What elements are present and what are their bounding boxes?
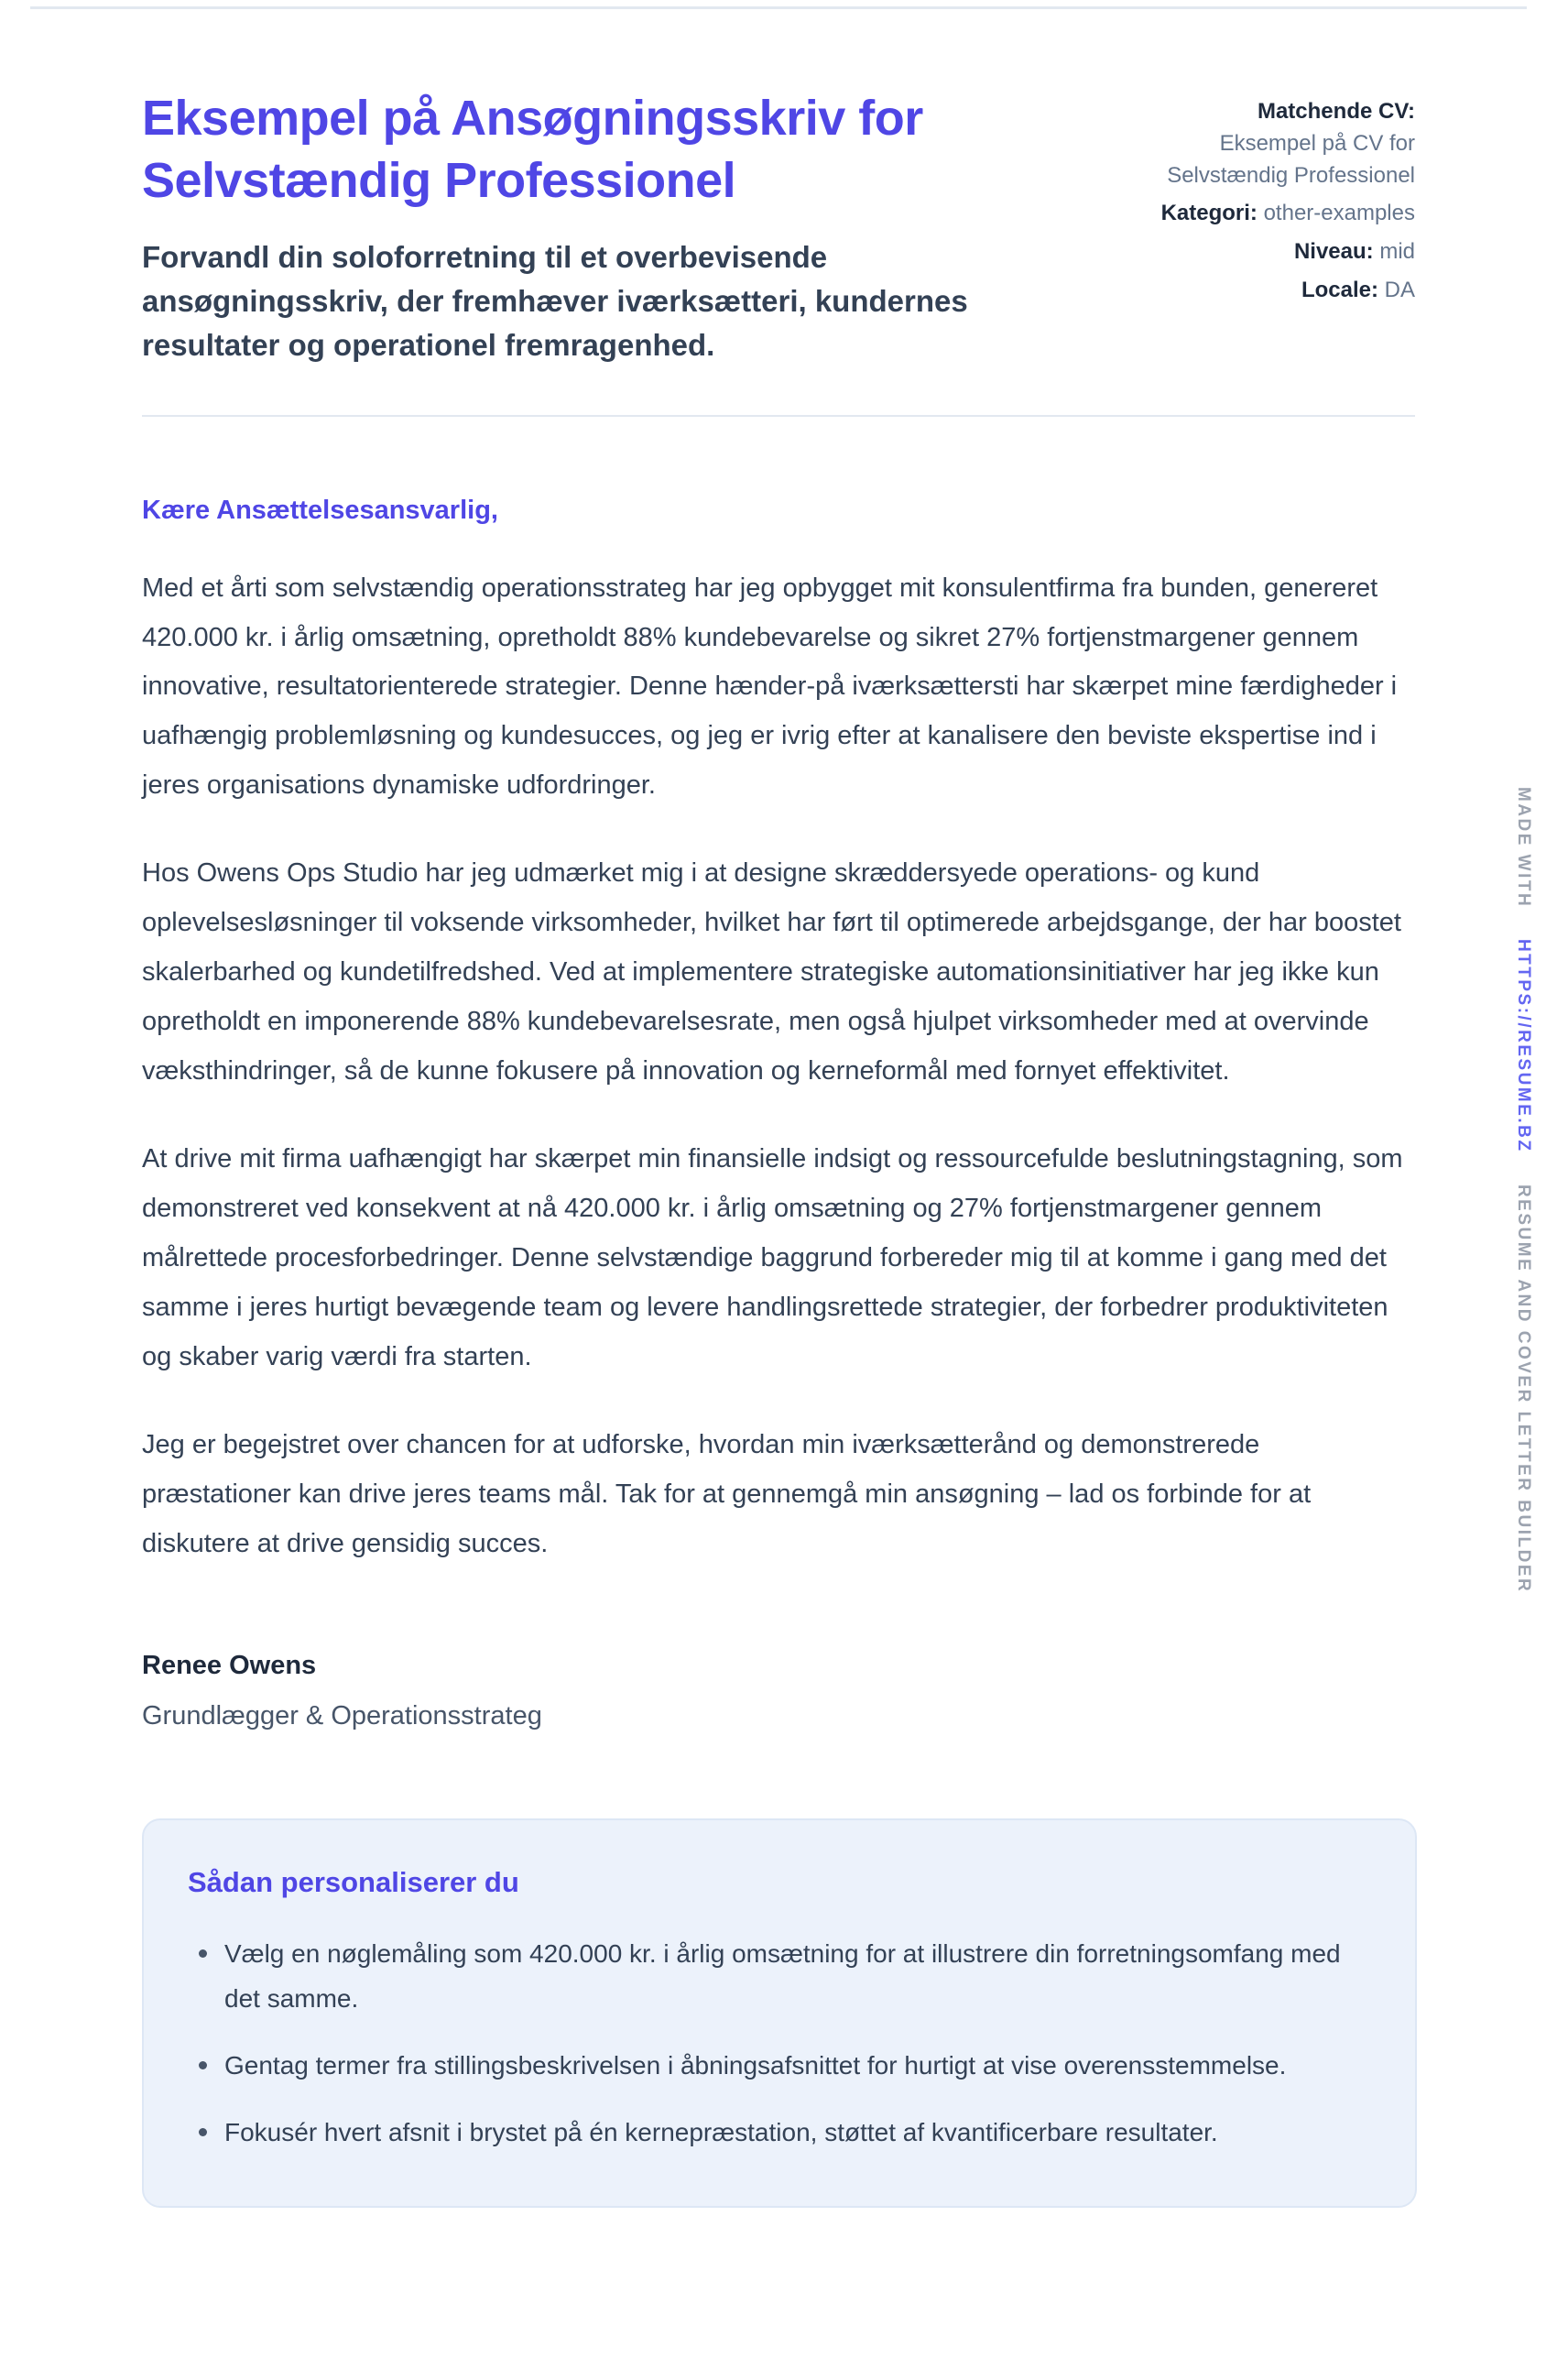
personalization-tips-card <box>142 1818 1417 2208</box>
page-subtitle: Forvandl din soloforretning til et overbevisende ansøgningsskriv, der fremhæver iværksætteri, kundernes resultater og operationel fremragenhed. <box>142 240 968 362</box>
site-watermark <box>1513 787 1533 1593</box>
top-border-rule <box>30 6 1527 9</box>
meta-panel <box>1131 87 1415 307</box>
meta-category <box>1131 198 1415 230</box>
matching-cv-value: Eksempel på CV for Selvstændig Professionel <box>1167 130 1415 188</box>
letter-body <box>142 496 1415 1732</box>
letter-salutation: Kære Ansættelsesansvarlig, <box>142 495 498 525</box>
page-title: Eksempel på Ansøgningsskriv for Selvstændig Professionel <box>142 91 923 209</box>
tips-list <box>188 1932 1371 2155</box>
level-value: mid <box>1379 239 1415 265</box>
locale-value: DA <box>1384 277 1415 302</box>
letter-paragraph-4: Jeg er begejstret over chancen for at udforske, hvordan min iværksætterånd og demonstrerede præstationer kan drive jeres teams mål. Tak for at gennemgå min ansøgning – lad os forbinde for at diskutere at drive gensidig succes. <box>142 1429 1312 1558</box>
header-title-block <box>142 87 1021 367</box>
category-label: Kategori: <box>1160 201 1258 226</box>
watermark-site-link[interactable]: HTTPS://RESUME.BZ <box>1514 939 1533 1153</box>
header-divider <box>142 415 1415 417</box>
category-value: other-examples <box>1263 201 1415 226</box>
page-header <box>142 87 1415 367</box>
level-label: Niveau: <box>1293 239 1374 265</box>
watermark-tagline: RESUME AND COVER LETTER BUILDER <box>1514 1184 1533 1594</box>
meta-level <box>1131 236 1415 268</box>
letter-paragraph-3: At drive mit firma uafhængigt har skærpet min finansielle indsigt og ressourcefulde beslutningstagning, som demonstreret ved konsekvent at nå 420.000 kr. i årlig omsætning og 27% fortjenstmargener gennem målrettede procesforbedringer. Denne selvstændige baggrund forbereder mig til at komme i gang med det samme i jeres hurtigt bevægende team og levere handlingsrettede strategier, der forbedrer produktiviteten og skaber varig værdi fra starten. <box>142 1143 1403 1371</box>
locale-label: Locale: <box>1301 277 1378 302</box>
signature-name: Renee Owens <box>142 1651 317 1681</box>
meta-locale <box>1131 275 1415 307</box>
tip-item: Gentag termer fra stillingsbeskrivelsen i åbningsafsnittet for hurtigt at vise overensstemmelse. <box>188 2044 1371 2089</box>
tips-heading: Sådan personaliserer du <box>188 1866 519 1899</box>
meta-matching-cv <box>1131 96 1415 191</box>
signature-role: Grundlægger & Operationsstrateg <box>142 1701 542 1731</box>
watermark-made-with-label: MADE WITH <box>1514 786 1533 909</box>
letter-paragraph-1: Med et årti som selvstændig operationsstrateg har jeg opbygget mit konsulentfirma fra bunden, genereret 420.000 kr. i årlig omsætning, opretholdt 88% kundebevarelse og sikret 27% fortjenstmargener gennem innovative, resultatorienterede strategier. Denne hænder-på iværksættersti har skærpet mine færdigheder i uafhængig problemløsning og kundesucces, og jeg er ivrig efter at kanalisere den beviste ekspertise ind i jeres organisations dynamiske udfordringer. <box>142 573 1398 801</box>
tip-item: Vælg en nøglemåling som 420.000 kr. i årlig omsætning for at illustrere din forretningsomfang med det samme. <box>188 1932 1371 2021</box>
tip-item: Fokusér hvert afsnit i brystet på én kernepræstation, støttet af kvantificerbare resultater. <box>188 2111 1371 2156</box>
matching-cv-label: Matchende CV: <box>1257 99 1415 124</box>
letter-paragraph-2: Hos Owens Ops Studio har jeg udmærket mig i at designe skræddersyede operations- og kund oplevelsesløsninger til voksende virksomheder, hvilket har ført til optimerede arbejdsgange, der har boostet skalerbarhed og kundetilfredshed. Ved at implementere strategiske automationsinitiativer har jeg ikke kun opretholdt en imponerende 88% kundebevarelsesrate, men også hjulpet virksomheder med at overvinde væksthindringer, så de kunne fokusere på innovation og kerneformål med fornyet effektivitet. <box>142 858 1401 1086</box>
